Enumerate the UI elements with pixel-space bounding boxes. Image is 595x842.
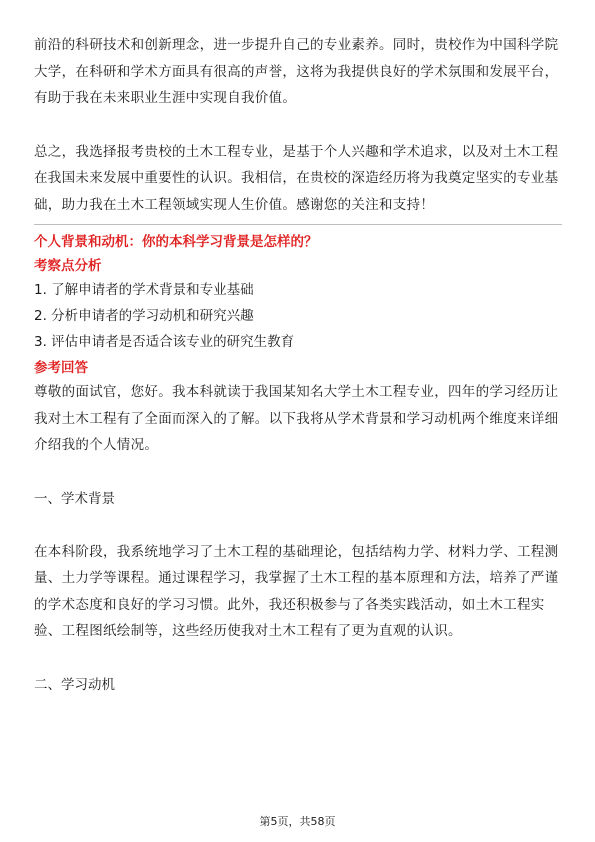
section-heading-academic: 一、学术背景 — [34, 490, 115, 507]
analysis-point: 1. 了解申请者的学术背景和专业基础 — [34, 282, 254, 298]
question-title: 个人背景和动机：你的本科学习背景是怎样的？ — [34, 234, 318, 250]
page-content — [34, 32, 562, 698]
analysis-point: 2. 分析申请者的学习动机和研究兴趣 — [34, 308, 254, 324]
analysis-title: 考察点分析 — [34, 258, 102, 274]
section-divider — [34, 224, 562, 225]
answer-title: 参考回答 — [34, 360, 88, 376]
intro-paragraph-2: 总之，我选择报考贵校的土木工程专业，是基于个人兴趣和学术追求，以及对土木工程在我国未来发展中重要性的认识。我相信，在贵校的深造经历将为我奠定坚实的专业基础，助力我在土木工程领域实现人生价值。感谢您的关注和支持！ — [34, 143, 559, 213]
answer-opening: 尊敬的面试官，您好。我本科就读于我国某知名大学土木工程专业，四年的学习经历让我对土木工程有了全面而深入的了解。以下我将从学术背景和学习动机两个维度来详细介绍我的个人情况。 — [34, 384, 559, 453]
page-number: 第5页，共58页 — [259, 815, 336, 828]
analysis-point: 3. 评估申请者是否适合该专业的研究生教育 — [34, 334, 295, 350]
intro-paragraph-1: 前沿的科研技术和创新理念，进一步提升自己的专业素养。同时，贵校作为中国科学院大学，在科研和学术方面具有很高的声誉，这将为我提供良好的学术氛围和发展平台，有助于我在未来职业生涯中实现自我价值。 — [34, 37, 559, 106]
section-heading-motivation: 二、学习动机 — [34, 676, 115, 693]
section-body-academic: 在本科阶段，我系统地学习了土木工程的基础理论，包括结构力学、材料力学、工程测量、土力学等课程。通过课程学习，我掌握了土木工程的基本原理和方法，培养了严谨的学术态度和良好的学习习惯。此外，我还积极参与了各类实践活动，如土木工程实验、工程图纸绘制等，这些经历使我对土木工程有了更为直观的认识。 — [34, 543, 559, 639]
